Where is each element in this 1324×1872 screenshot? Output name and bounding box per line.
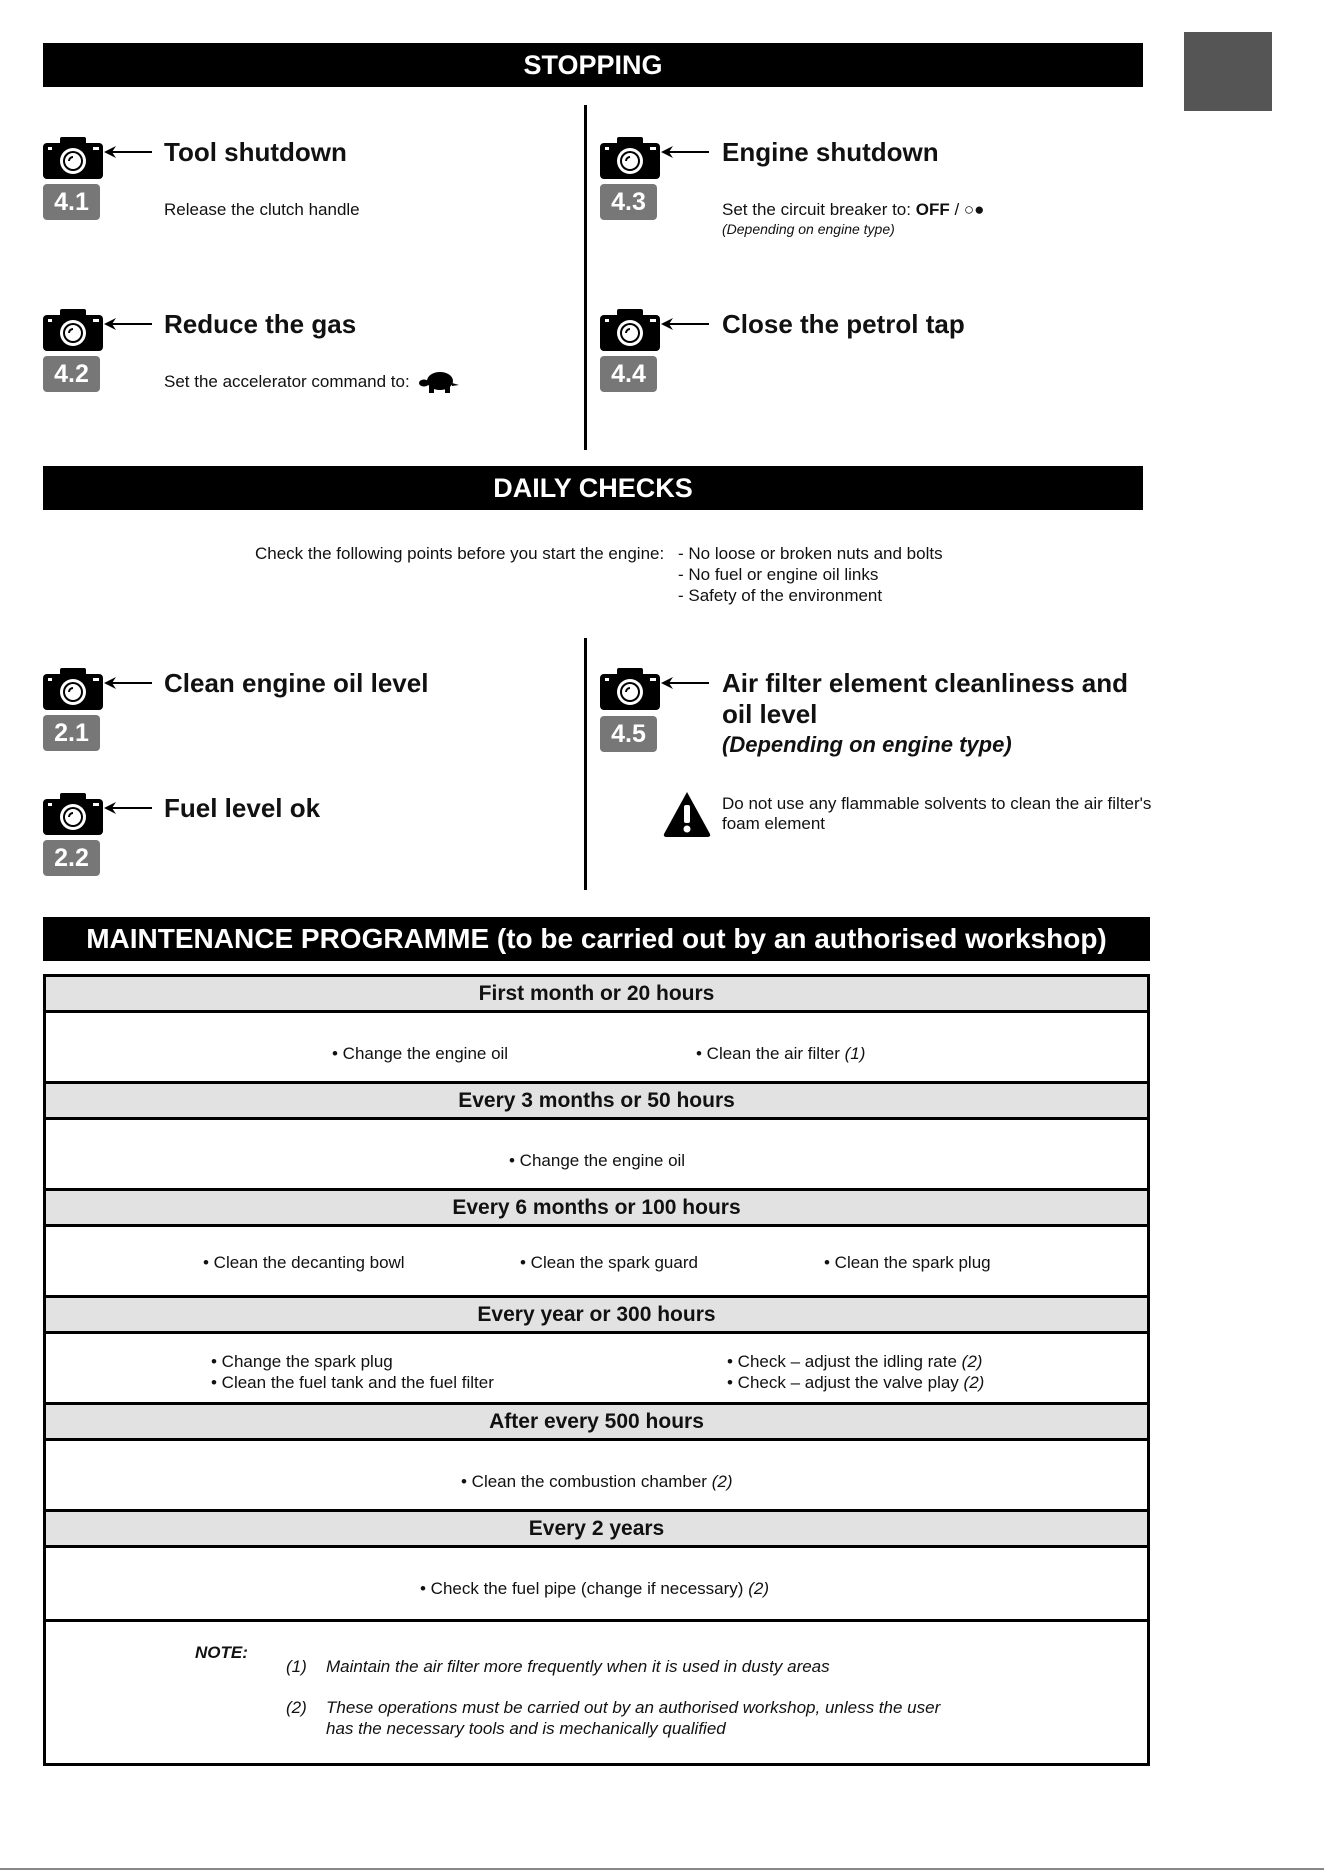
note-text-line2: has the necessary tools and is mechanically qualified — [326, 1719, 726, 1738]
maintenance-item: • Clean the spark guard — [520, 1253, 698, 1272]
warning-text-line2: foam element — [722, 814, 825, 833]
maintenance-item: • Change the spark plug — [211, 1352, 393, 1371]
maintenance-period: Every 2 years — [46, 1509, 1147, 1548]
step-title: Tool shutdown — [164, 137, 347, 167]
maintenance-item-text: • Clean the air filter — [696, 1044, 840, 1063]
maintenance-header: MAINTENANCE PROGRAMME (to be carried out by an authorised workshop) — [43, 917, 1150, 961]
camera-icon — [600, 309, 660, 351]
arrow-left-icon — [104, 802, 152, 814]
arrow-left-icon — [661, 318, 709, 330]
notes-divider — [46, 1619, 1147, 1622]
maintenance-period: Every year or 300 hours — [46, 1295, 1147, 1334]
maintenance-item-text: • Clean the combustion chamber — [461, 1472, 707, 1491]
step-title: Air filter element cleanliness and — [722, 668, 1129, 698]
maintenance-item — [461, 1472, 732, 1492]
maintenance-item-text: • Check – adjust the idling rate — [727, 1352, 957, 1371]
step-title: Close the petrol tap — [722, 309, 965, 339]
footnote-ref: (2) — [963, 1373, 985, 1392]
camera-icon — [600, 137, 660, 179]
stopping-divider — [584, 105, 587, 450]
camera-icon — [600, 668, 660, 710]
note-number: (1) — [286, 1657, 307, 1676]
daily-checks-header: DAILY CHECKS — [43, 466, 1143, 510]
maintenance-item-text: • Check – adjust the valve play — [727, 1373, 959, 1392]
footnote-ref: (2) — [711, 1472, 733, 1491]
maintenance-item: • Change the engine oil — [332, 1044, 509, 1063]
maintenance-item — [727, 1373, 984, 1393]
step-note: (Depending on engine type) — [722, 221, 895, 237]
step-badge: 4.3 — [600, 184, 657, 220]
step-title: Engine shutdown — [722, 137, 939, 167]
footnote-ref: (2) — [748, 1579, 769, 1598]
maintenance-item: • Clean the fuel tank and the fuel filter — [211, 1373, 494, 1392]
camera-icon — [43, 309, 103, 351]
warning-icon — [662, 790, 712, 838]
note-label: NOTE: — [195, 1643, 248, 1662]
note-text: These operations must be carried out by an authorised workshop, unless the user — [326, 1698, 941, 1717]
maintenance-period: Every 6 months or 100 hours — [46, 1188, 1147, 1227]
arrow-left-icon — [104, 318, 152, 330]
maintenance-period: Every 3 months or 50 hours — [46, 1081, 1147, 1120]
footnote-ref: (1) — [844, 1044, 866, 1063]
check-point: - Safety of the environment — [678, 586, 883, 605]
maintenance-item — [420, 1579, 769, 1599]
arrow-left-icon — [104, 677, 152, 689]
page-bottom-rule — [0, 1868, 1324, 1870]
note-number: (2) — [286, 1698, 307, 1717]
step-subtitle: (Depending on engine type) — [722, 732, 1012, 757]
page-corner-tab — [1184, 32, 1272, 111]
step-text — [722, 200, 984, 220]
maintenance-period: After every 500 hours — [46, 1402, 1147, 1441]
maintenance-period: First month or 20 hours — [46, 974, 1147, 1013]
arrow-left-icon — [104, 146, 152, 158]
footnote-ref: (2) — [961, 1352, 983, 1371]
step-title: Reduce the gas — [164, 309, 357, 339]
step-text: Set the accelerator command to: — [164, 372, 410, 391]
note-text: Maintain the air filter more frequently when it is used in dusty areas — [326, 1657, 830, 1676]
step-badge: 4.4 — [600, 356, 657, 392]
step-badge: 2.2 — [43, 840, 100, 876]
step-title: Clean engine oil level — [164, 668, 429, 698]
check-point: - No fuel or engine oil links — [678, 565, 879, 584]
check-point: - No loose or broken nuts and bolts — [678, 544, 943, 563]
step-badge: 2.1 — [43, 715, 100, 751]
step-badge: 4.2 — [43, 356, 100, 392]
off-label: OFF — [915, 200, 950, 219]
maintenance-table — [43, 974, 1150, 1766]
maintenance-item: • Change the engine oil — [509, 1151, 686, 1170]
turtle-icon — [418, 370, 460, 394]
maintenance-item: • Clean the spark plug — [824, 1253, 991, 1272]
maintenance-item: • Clean the decanting bowl — [203, 1253, 405, 1272]
arrow-left-icon — [661, 146, 709, 158]
daily-checks-divider — [584, 638, 587, 890]
daily-checks-intro: Check the following points before you start the engine: — [255, 544, 665, 563]
step-title: Fuel level ok — [164, 793, 321, 823]
warning-text: Do not use any flammable solvents to clean the air filter's — [722, 794, 1152, 813]
off-symbols: / ○● — [954, 200, 985, 219]
step-title-line2: oil level — [722, 699, 818, 729]
maintenance-item — [696, 1044, 865, 1064]
step-text: Release the clutch handle — [164, 200, 360, 219]
step-badge: 4.5 — [600, 716, 657, 752]
maintenance-item-text: • Check the fuel pipe (change if necessary) — [420, 1579, 744, 1598]
step-badge: 4.1 — [43, 184, 100, 220]
camera-icon — [43, 668, 103, 710]
circuit-breaker-label: Set the circuit breaker to: — [722, 200, 911, 219]
arrow-left-icon — [661, 677, 709, 689]
stopping-header: STOPPING — [43, 43, 1143, 87]
maintenance-item — [727, 1352, 982, 1372]
camera-icon — [43, 793, 103, 835]
camera-icon — [43, 137, 103, 179]
